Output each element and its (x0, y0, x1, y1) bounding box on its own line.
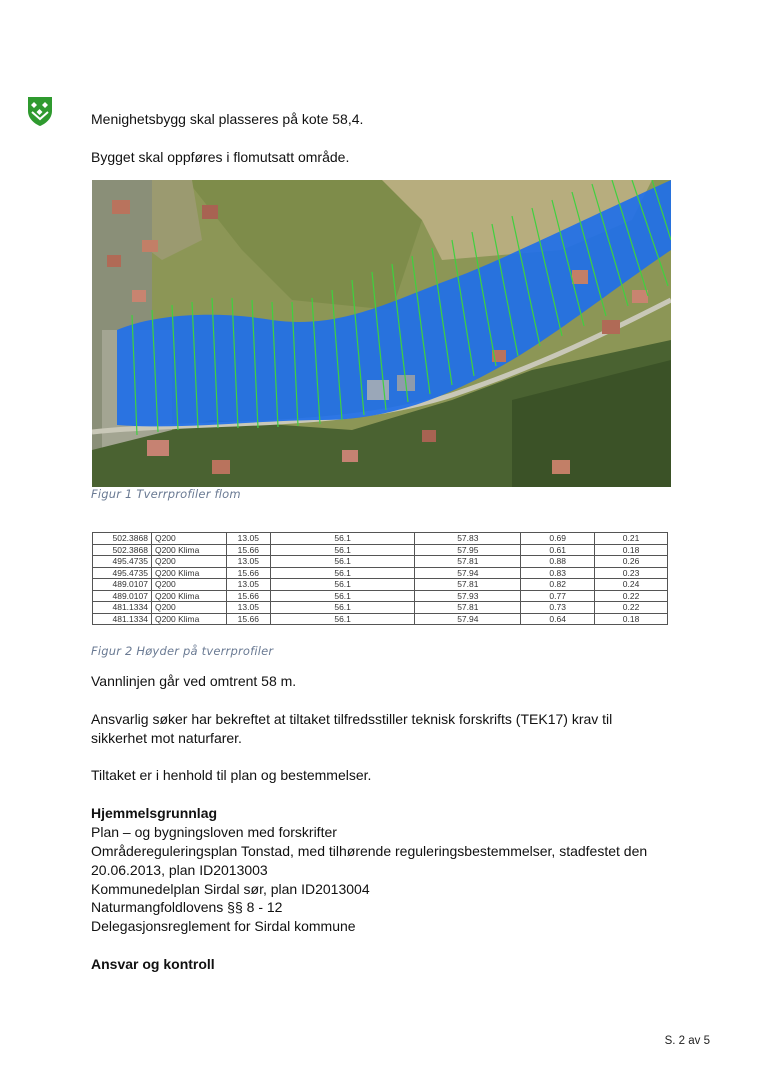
table-cell: 13.05 (226, 556, 270, 568)
table-cell: 0.77 (521, 590, 595, 602)
table-cell: 57.94 (415, 567, 521, 579)
table-cell: 0.88 (521, 556, 595, 568)
table-row (93, 533, 668, 545)
table-cell: Q200 (151, 533, 226, 545)
profile-heights-table (92, 532, 668, 625)
paragraph-vannlinje: Vannlinjen går ved omtrent 58 m. (91, 673, 297, 689)
table-cell: 57.94 (415, 613, 521, 625)
table-cell: 0.64 (521, 613, 595, 625)
table-cell: 57.93 (415, 590, 521, 602)
hjemmel-line: Kommunedelplan Sirdal sør, plan ID2013004 (91, 881, 370, 897)
table-cell: 0.24 (595, 579, 668, 591)
table-cell: 0.82 (521, 579, 595, 591)
table-cell: Q200 Klima (151, 544, 226, 556)
flood-profile-map (92, 180, 671, 487)
table-row (93, 567, 668, 579)
table-cell: 56.1 (270, 590, 415, 602)
table-cell: 56.1 (270, 533, 415, 545)
table-cell: 57.81 (415, 602, 521, 614)
table-cell: 56.1 (270, 544, 415, 556)
table-cell: 15.66 (226, 613, 270, 625)
hjemmel-line: Delegasjonsreglement for Sirdal kommune (91, 918, 356, 934)
table-cell: 0.26 (595, 556, 668, 568)
table-cell: 495.4735 (93, 567, 152, 579)
table-cell: Q200 (151, 579, 226, 591)
table-cell: 56.1 (270, 613, 415, 625)
table-cell: Q200 Klima (151, 590, 226, 602)
hjemmel-heading: Hjemmelsgrunnlag (91, 805, 218, 821)
table-cell: 489.0107 (93, 579, 152, 591)
table-cell: 57.81 (415, 556, 521, 568)
hjemmel-line: Områdereguleringsplan Tonstad, med tilhørende reguleringsbestemmelser, stadfestet den (91, 843, 648, 859)
table-cell: 15.66 (226, 567, 270, 579)
paragraph-kote: Menighetsbygg skal plasseres på kote 58,4. (91, 111, 364, 127)
table-cell: Q200 (151, 556, 226, 568)
table-cell: 13.05 (226, 602, 270, 614)
table-cell: 0.21 (595, 533, 668, 545)
table-row (93, 556, 668, 568)
table-cell: 489.0107 (93, 590, 152, 602)
table-cell: 0.22 (595, 602, 668, 614)
table-cell: 0.23 (595, 567, 668, 579)
paragraph-tek17-line2: sikkerhet mot naturfarer. (91, 730, 242, 746)
table-cell: 481.1334 (93, 602, 152, 614)
table-row (93, 613, 668, 625)
table-row (93, 579, 668, 591)
table-cell: 0.18 (595, 544, 668, 556)
table-cell: 0.18 (595, 613, 668, 625)
hjemmel-line: Plan – og bygningsloven med forskrifter (91, 824, 337, 840)
table-cell: 57.83 (415, 533, 521, 545)
table-row (93, 602, 668, 614)
municipality-logo-icon (26, 95, 54, 127)
table-cell: 502.3868 (93, 544, 152, 556)
table-cell: 57.95 (415, 544, 521, 556)
figure2-caption: Figur 2 Høyder på tverrprofiler (91, 644, 274, 658)
table-row (93, 544, 668, 556)
table-cell: 0.69 (521, 533, 595, 545)
table-cell: Q200 Klima (151, 567, 226, 579)
table-cell: 56.1 (270, 602, 415, 614)
table-cell: 13.05 (226, 533, 270, 545)
table-cell: Q200 Klima (151, 613, 226, 625)
table-cell: 495.4735 (93, 556, 152, 568)
paragraph-tek17-line1: Ansvarlig søker har bekreftet at tiltaket tilfredsstiller teknisk forskrifts (TEK17) krav til (91, 711, 613, 727)
table-cell: 15.66 (226, 590, 270, 602)
table-cell: 13.05 (226, 579, 270, 591)
table-cell: 0.61 (521, 544, 595, 556)
table-cell: 481.1334 (93, 613, 152, 625)
hjemmel-line: 20.06.2013, plan ID2013003 (91, 862, 268, 878)
table-cell: 56.1 (270, 556, 415, 568)
table-cell: 0.22 (595, 590, 668, 602)
table-row (93, 590, 668, 602)
hjemmel-line: Naturmangfoldlovens §§ 8 - 12 (91, 899, 283, 915)
table-cell: Q200 (151, 602, 226, 614)
table-cell: 0.83 (521, 567, 595, 579)
paragraph-plan: Tiltaket er i henhold til plan og bestemmelser. (91, 767, 372, 783)
table-cell: 57.81 (415, 579, 521, 591)
figure1-caption: Figur 1 Tverrprofiler flom (91, 487, 241, 501)
table-cell: 502.3868 (93, 533, 152, 545)
table-cell: 0.73 (521, 602, 595, 614)
ansvar-heading: Ansvar og kontroll (91, 956, 215, 972)
table-cell: 15.66 (226, 544, 270, 556)
page-number: S. 2 av 5 (664, 1035, 710, 1047)
table-cell: 56.1 (270, 579, 415, 591)
table-cell: 56.1 (270, 567, 415, 579)
paragraph-flomutsatt: Bygget skal oppføres i flomutsatt område. (91, 149, 350, 165)
